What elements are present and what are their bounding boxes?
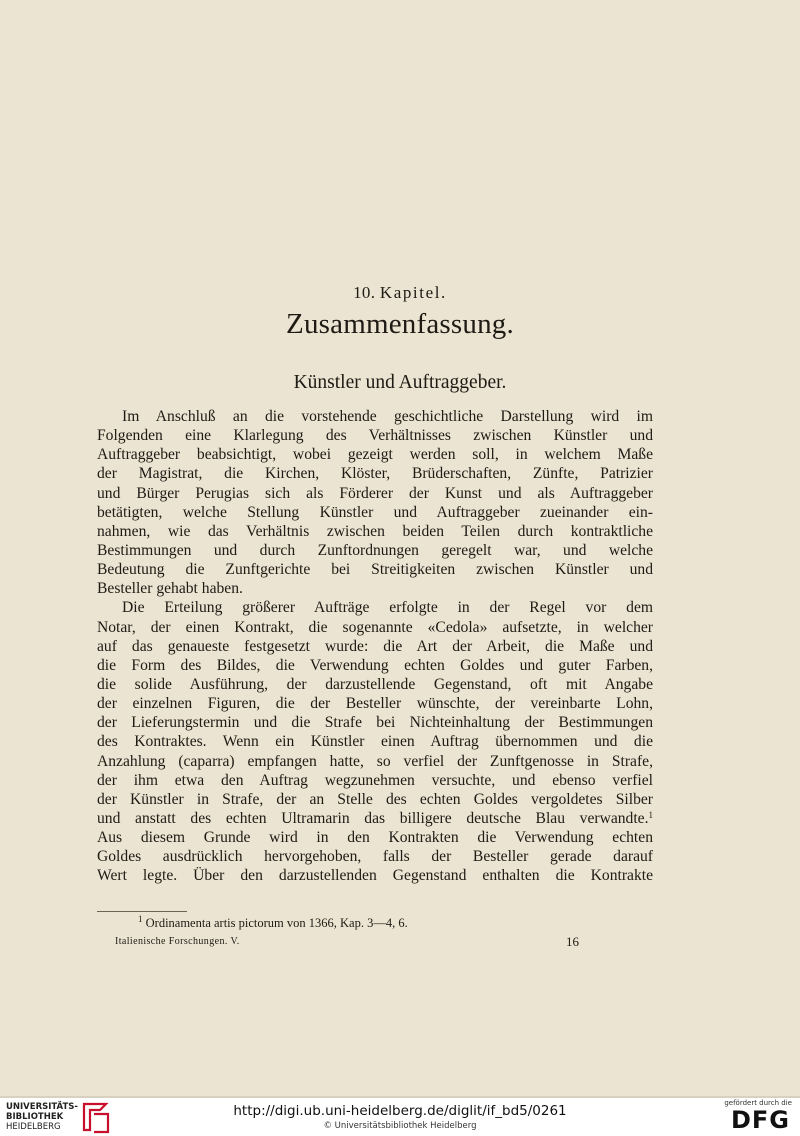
text-line: der Künstler in Strafe, der an Stelle des echten Goldes vergoldetes Silber [97,790,653,808]
footnote-text: Ordinamenta artis pictorum von 1366, Kap. 3—4, 6. [145,916,408,930]
text-line: der einzelnen Figuren, die der Besteller wünschte, der vereinbarte Lohn, [97,695,653,713]
text-line: der Lieferungstermin und die Strafe bei Nichteinhaltung der Bestimmungen [97,714,653,732]
paragraph-2 [97,598,653,885]
text-line: betätigten, welche Stellung Künstler und Auftraggeber zueinander ein- [97,503,653,521]
text-line: die solide Ausführung, der darzustellende Gegenstand, oft mit Angabe [97,675,653,693]
text-line: Im Anschluß an die vorstehende geschichtliche Darstellung wird im [122,408,653,425]
footnote [138,916,408,931]
text-line: nahmen, wie das Verhältnis zwischen beiden Teilen durch kontraktliche [97,522,653,540]
text-line: Anzahlung (caparra) empfangen hatte, so verfiel der Zunftgenosse in Strafe, [97,752,653,770]
chapter-word: Kapitel. [379,283,447,302]
funding-label: gefördert durch die [724,1099,792,1107]
chapter-heading [0,283,800,303]
text-line: Aus diesem Grunde wird in den Kontrakten die Verwendung echten [97,829,653,847]
footnote-marker: 1 [138,914,143,924]
text-line: der ihm etwa den Auftrag wegzunehmen versuchte, und ebenso verfiel [97,771,653,789]
text-line: Wert legte. Über den darzustellenden Gegenstand enthalten die Kontrakte [97,867,653,885]
text-line [97,809,653,828]
text-line: Notar, der einen Kontrakt, die sogenannte «Cedola» aufsetzte, in welcher [97,618,653,636]
text-line: des Kontraktes. Wenn ein Künstler einen Auftrag übernommen und die [97,733,653,751]
text-line: Bedeutung die Zunftgerichte bei Streitigkeiten zwischen Künstler und [97,561,653,579]
section-subtitle: Künstler und Auftraggeber. [293,372,507,393]
text-line: die Form des Bildes, die Verwendung echten Goldes und guter Farben, [97,656,653,674]
text-line: Bestimmungen und durch Zunftordnungen geregelt war, und welche [97,541,653,559]
text-line: Die Erteilung größerer Aufträge erfolgte in der Regel vor dem [122,599,653,617]
body-text [97,407,653,886]
signature-line: Italienische Forschungen. V. [115,936,240,947]
library-name-line: HEIDELBERG [6,1122,61,1132]
page-number: 16 [566,934,579,949]
library-banner [0,1098,800,1136]
chapter-title: Zusammenfassung. [286,308,514,340]
text-line: Besteller gehabt haben. [97,580,243,598]
text-line: Folgenden eine Klarlegung des Verhältnisses zwischen Künstler und [97,427,653,445]
text-line-content: und anstatt des echten Ultramarin das billigere deutsche Blau verwandte. [97,809,649,827]
bleed-through-mark [622,88,650,100]
copyright-notice: © Universitätsbibliothek Heidelberg [323,1121,477,1131]
text-line: auf das genaueste festgesetzt wurde: die Art der Arbeit, die Maße und [97,637,653,655]
text-line: der Magistrat, die Kirchen, Klöster, Brüderschaften, Zünfte, Patrizier [97,465,653,483]
text-line: und Bürger Perugias sich als Förderer der Kunst und als Auftraggeber [97,484,653,502]
footnote-divider [97,911,187,912]
paragraph-1 [97,407,653,598]
permalink-url[interactable]: http://digi.ub.uni-heidelberg.de/diglit/if_bd5/0261 [233,1103,567,1119]
chapter-number: 10. [353,283,376,302]
text-line: Goldes ausdrücklich hervorgehoben, falls der Besteller gerade darauf [97,848,653,866]
footnote-reference: 1 [648,809,653,820]
dfg-logo: DFG [730,1106,790,1134]
text-line: Auftraggeber beabsichtigt, wobei gezeigt werden soll, in welchem Maße [97,446,653,464]
library-name-line: BIBLIOTHEK [6,1112,64,1122]
library-name-line: UNIVERSITÄTS- [6,1102,78,1112]
